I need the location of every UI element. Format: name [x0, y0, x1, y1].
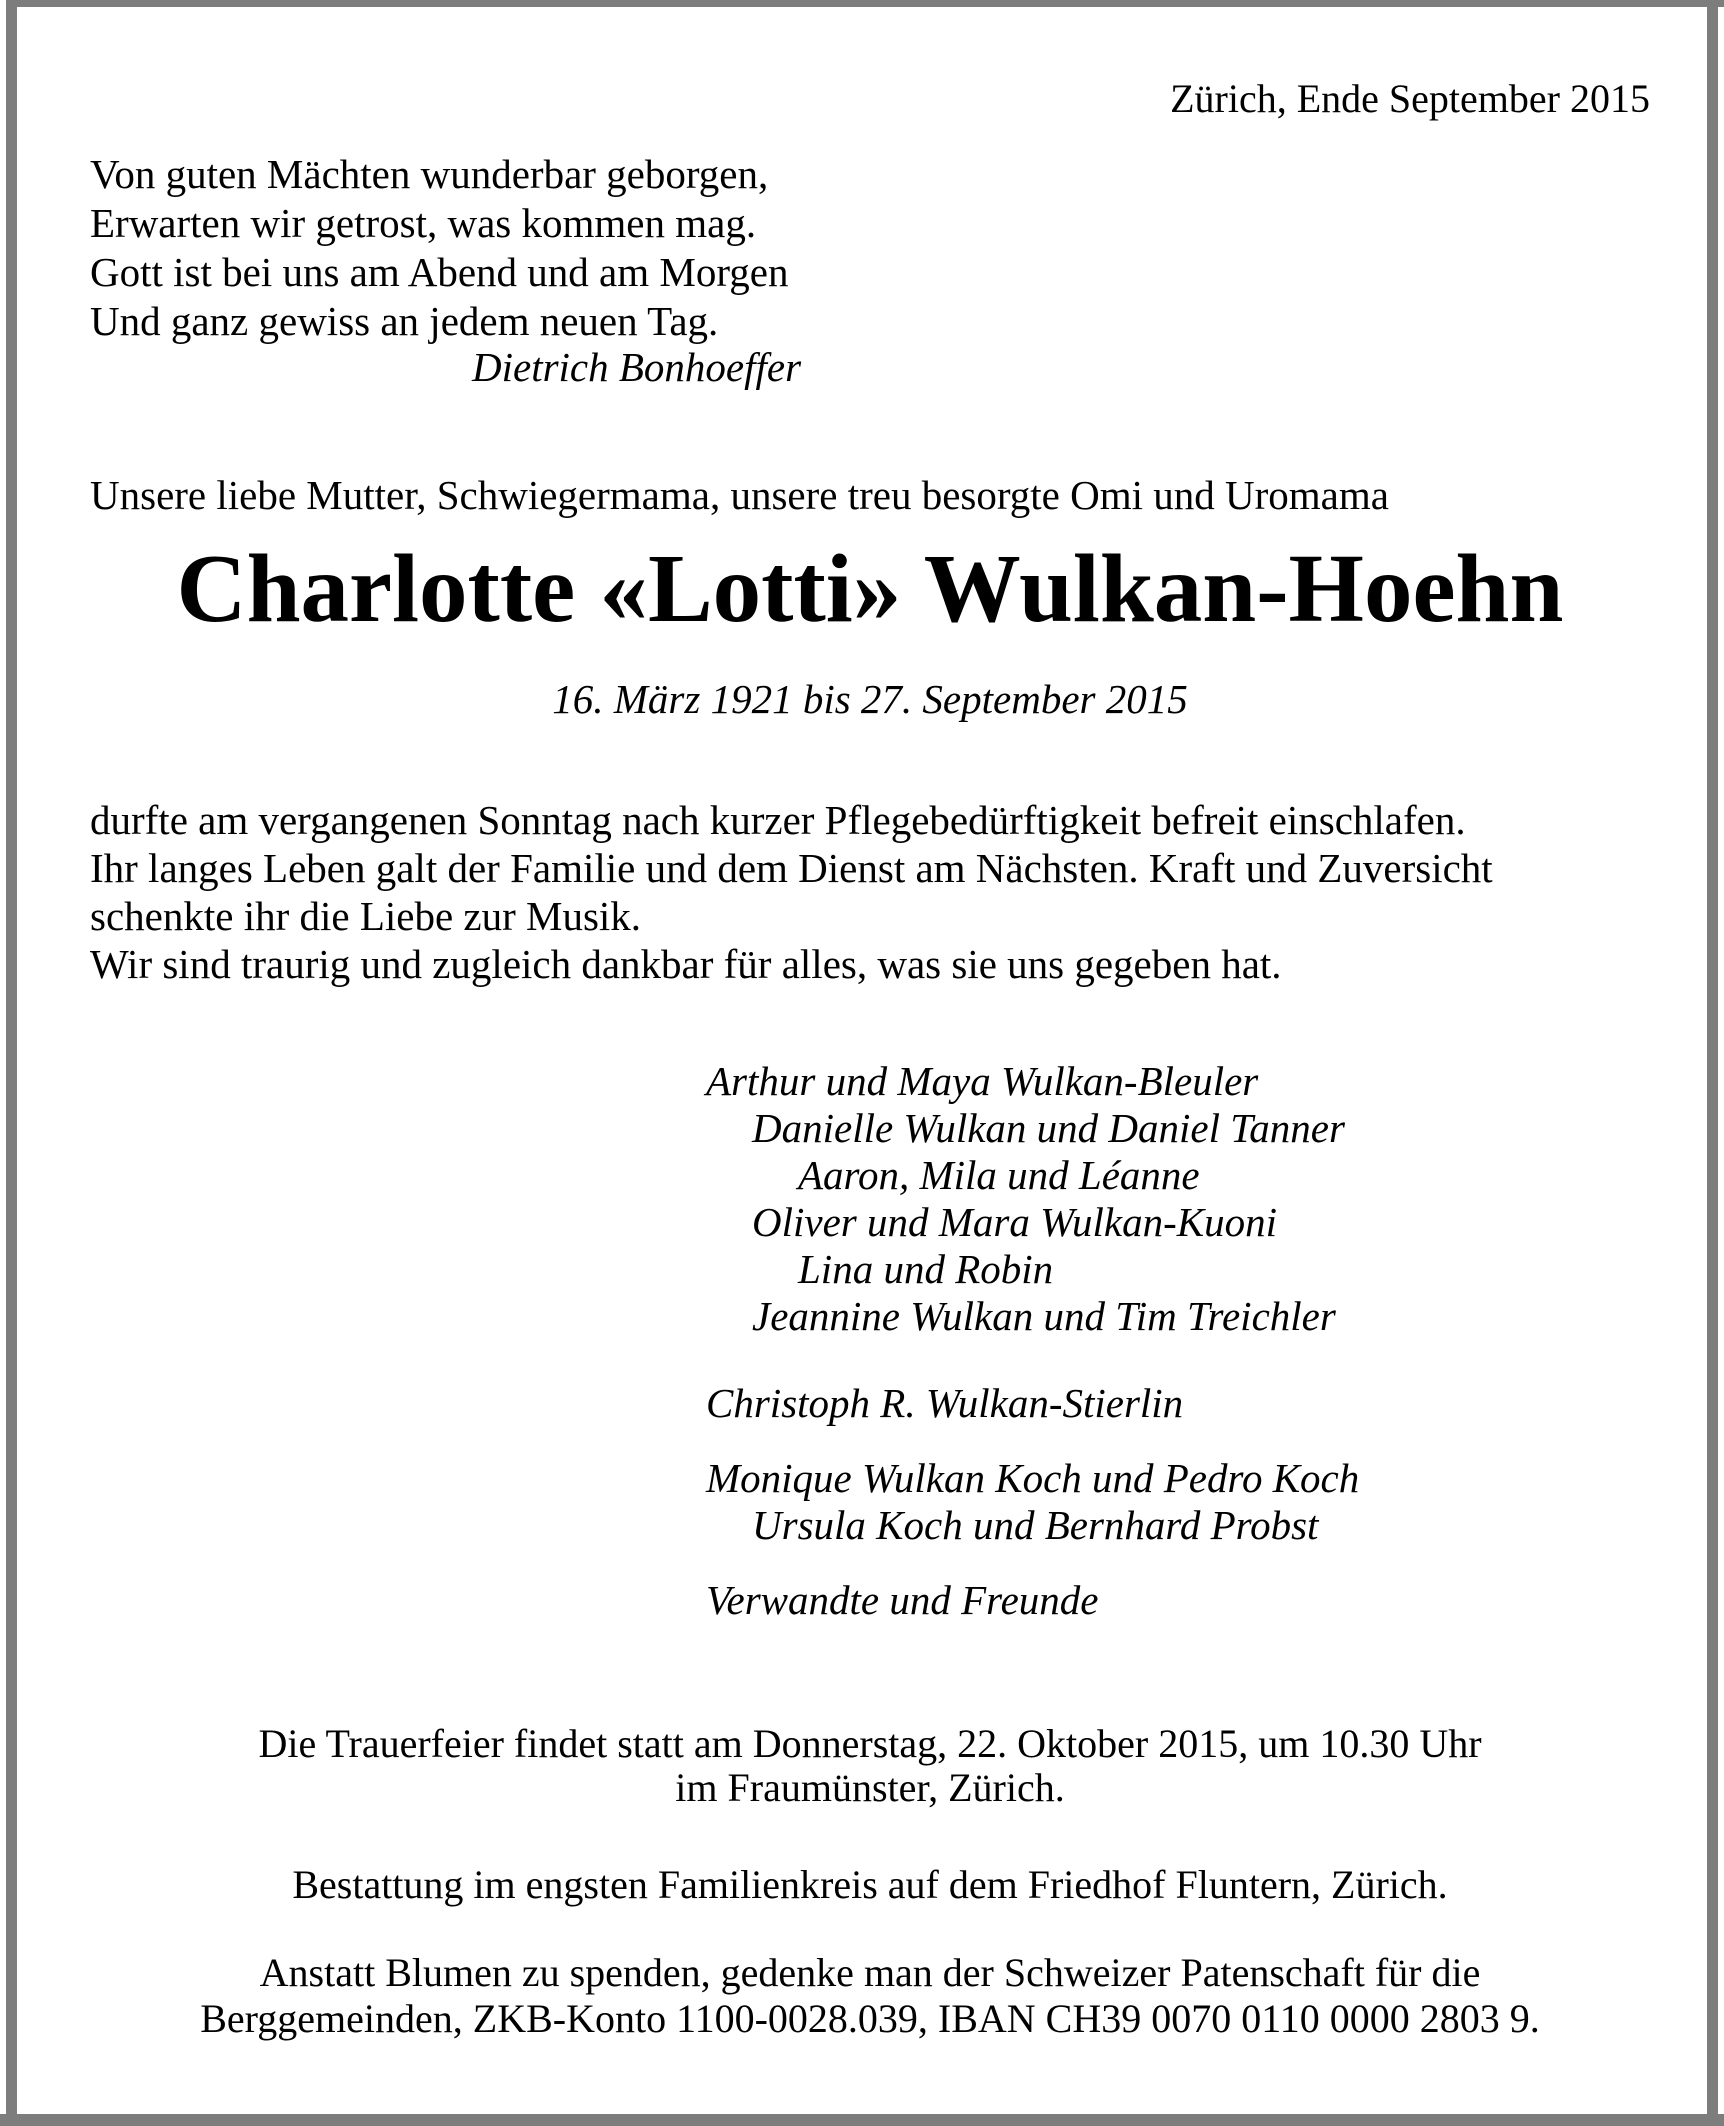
mourner-line: Aaron, Mila und Léanne	[798, 1152, 1200, 1198]
service-line: Die Trauerfeier findet statt am Donnerstag, 22. Oktober 2015, um 10.30 Uhr	[258, 1721, 1482, 1766]
poem-attribution: Dietrich Bonhoeffer	[472, 344, 802, 390]
poem-line: Erwarten wir getrost, was kommen mag.	[90, 200, 757, 246]
mourner-line: Verwandte und Freunde	[706, 1577, 1099, 1623]
poem-line: Gott ist bei uns am Abend und am Morgen	[90, 249, 789, 295]
mourner-line: Christoph R. Wulkan-Stierlin	[706, 1380, 1184, 1426]
frame-left-border	[6, 7, 17, 2114]
mourner-line: Ursula Koch und Bernhard Probst	[752, 1502, 1319, 1548]
mourner-group-1	[706, 1058, 1359, 1340]
mourner-group-3	[706, 1455, 1359, 1549]
poem-line: Von guten Mächten wunderbar geborgen,	[90, 151, 769, 197]
obituary-line: durfte am vergangenen Sonntag nach kurzer Pflegebedürftigkeit befreit einschlafen.	[90, 797, 1466, 843]
mourner-line: Arthur und Maya Wulkan-Bleuler	[706, 1058, 1259, 1104]
mourner-group-4	[706, 1577, 1359, 1624]
mourner-line: Monique Wulkan Koch und Pedro Koch	[706, 1455, 1360, 1501]
mourner-line: Lina und Robin	[798, 1246, 1054, 1292]
dateline: Zürich, Ende September 2015	[1170, 76, 1650, 121]
deceased-name: Charlotte «Lotti» Wulkan-Hoehn	[176, 535, 1564, 642]
mourner-line: Danielle Wulkan und Daniel Tanner	[752, 1105, 1345, 1151]
frame-right-border	[1707, 7, 1718, 2114]
poem	[90, 150, 1650, 346]
mourner-group-2	[706, 1380, 1359, 1427]
obituary-text	[90, 796, 1650, 988]
service-info	[90, 1722, 1650, 1810]
donation-line: Anstatt Blumen zu spenden, gedenke man der Schweizer Patenschaft für die	[259, 1950, 1481, 1995]
donation-line: Berggemeinden, ZKB-Konto 1100-0028.039, IBAN CH39 0070 0110 0000 2803 9.	[200, 1996, 1540, 2041]
donation-info	[90, 1950, 1650, 2042]
mourner-line: Oliver und Mara Wulkan-Kuoni	[752, 1199, 1277, 1245]
life-dates: 16. März 1921 bis 27. September 2015	[552, 676, 1188, 722]
obituary-content	[90, 0, 1650, 2126]
service-line: im Fraumünster, Zürich.	[675, 1765, 1065, 1810]
intro-line: Unsere liebe Mutter, Schwiegermama, unsere treu besorgte Omi und Uromama	[90, 472, 1389, 518]
burial-info: Bestattung im engsten Familienkreis auf dem Friedhof Fluntern, Zürich.	[292, 1862, 1448, 1907]
poem-line: Und ganz gewiss an jedem neuen Tag.	[90, 298, 719, 344]
mourners-list	[706, 1058, 1359, 1624]
obituary-line: Wir sind traurig und zugleich dankbar für alles, was sie uns gegeben hat.	[90, 941, 1282, 987]
mourner-line: Jeannine Wulkan und Tim Treichler	[752, 1293, 1336, 1339]
obituary-line: schenkte ihr die Liebe zur Musik.	[90, 893, 642, 939]
obituary-line: Ihr langes Leben galt der Familie und dem Dienst am Nächsten. Kraft und Zuversicht	[90, 845, 1493, 891]
